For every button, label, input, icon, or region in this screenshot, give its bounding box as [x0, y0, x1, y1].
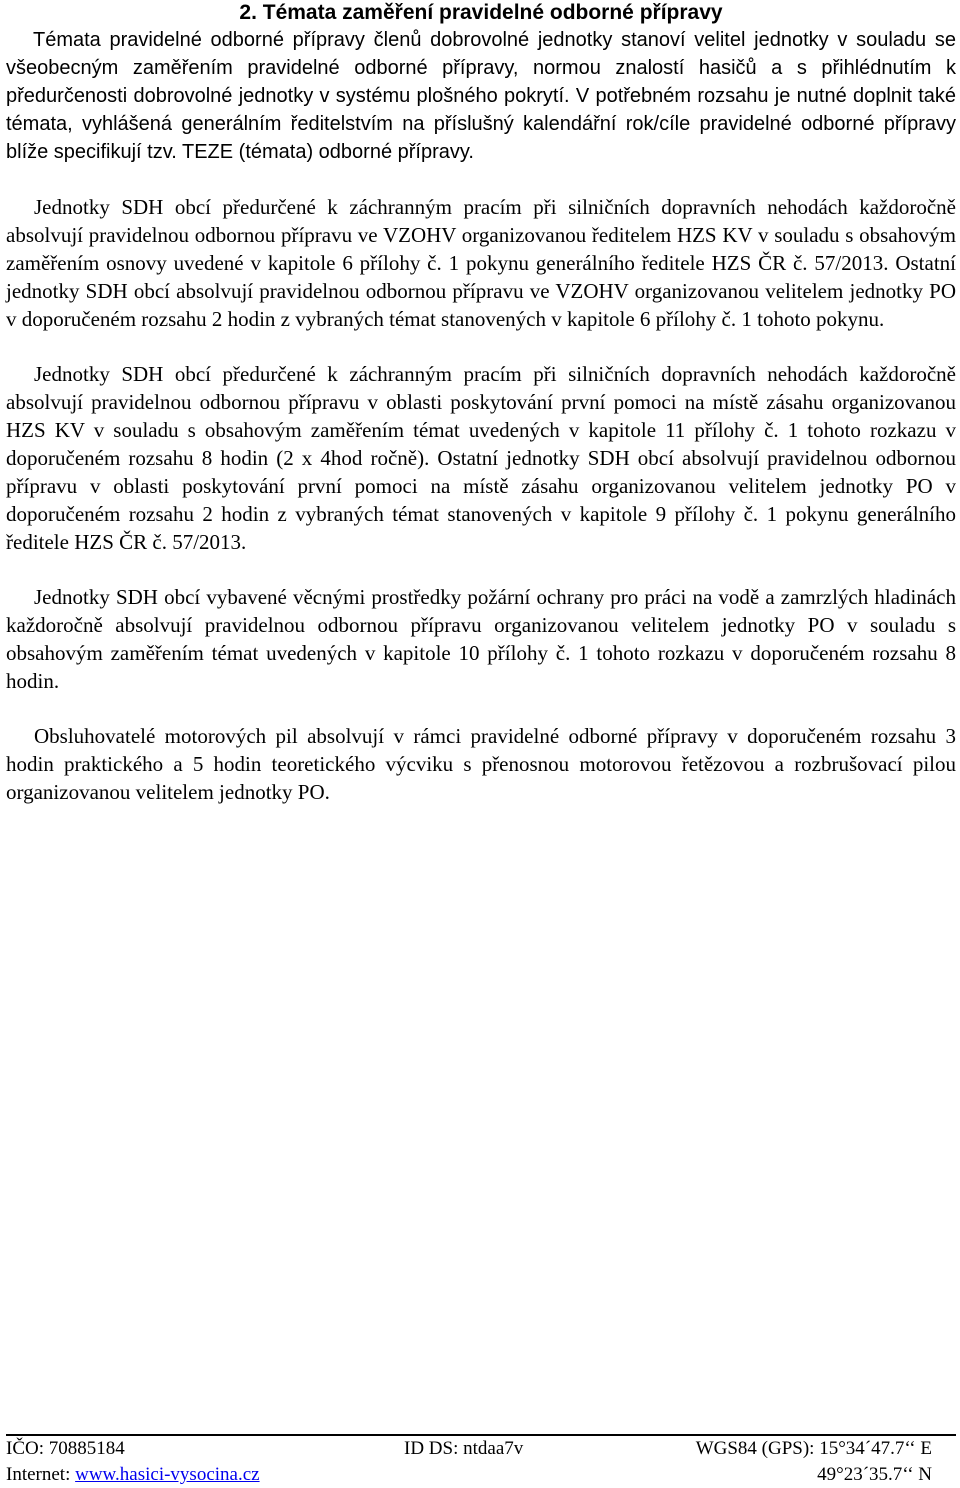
footer-internet	[6, 1462, 260, 1488]
paragraph-first-aid-training: Jednotky SDH obcí předurčené k záchranným pracím při silničních dopravních nehodách každoročně absolvují pravidelnou odbornou přípravu v oblasti poskytování první pomoci na místě zásahu organizovanou HZS KV v souladu s obsahovým zaměřením témat uvedených v kapitole 11 přílohy č. 1 tohoto rozkazu v doporučeném rozsahu 8 hodin (2 x 4hod ročně). Ostatní jednotky SDH obcí absolvují pravidelnou odbornou přípravu v oblasti poskytování první pomoci na místě zásahu organizovanou velitelem jednotky PO v doporučeném rozsahu 2 hodin z vybraných témat stanovených v kapitole 9 přílohy č. 1 pokynu generálního ředitele HZS ČR č. 57/2013.	[6, 362, 956, 554]
footer-ico: IČO: 70885184	[6, 1438, 125, 1459]
footer-id-ds: ID DS: ntdaa7v	[404, 1438, 524, 1459]
paragraph-water-rescue-training: Jednotky SDH obcí vybavené věcnými prostředky požární ochrany pro práci na vodě a zamrzlých hladinách každoročně absolvují pravidelnou odbornou přípravu organizovanou velitelem jednotky PO v souladu s obsahovým zaměřením témat uvedených v kapitole 10 přílohy č. 1 tohoto rozkazu v doporučeném rozsahu 8 hodin.	[6, 585, 956, 693]
footer-internet-label: Internet:	[6, 1464, 76, 1485]
document-page	[6, 0, 956, 806]
page-footer	[6, 1434, 956, 1488]
footer-gps-latitude: 49°23´35.7‘‘ N	[817, 1464, 932, 1485]
intro-paragraph: Témata pravidelné odborné přípravy členů dobrovolné jednotky stanoví velitel jednotky v souladu se všeobecným zaměřením pravidelné odborné přípravy, normou znalostí hasičů a s přihlédnutím k předurčenosti dobrovolné jednotky v systému plošného pokrytí. V potřebném rozsahu je nutné doplnit také témata, vyhlášená generálním ředitelstvím na příslušný kalendářní rok/cíle pravidelné odborné přípravy blíže specifikují tzv. TEZE (témata) odborné přípravy.	[6, 29, 956, 163]
footer-website-link[interactable]: www.hasici-vysocina.cz	[75, 1464, 260, 1485]
section-title: 2. Témata zaměření pravidelné odborné přípravy	[239, 1, 723, 24]
paragraph-road-accidents-training: Jednotky SDH obcí předurčené k záchranným pracím při silničních dopravních nehodách každoročně absolvují pravidelnou odbornou přípravu ve VZOHV organizovanou ředitelem HZS KV v souladu s obsahovým zaměřením osnovy uvedené v kapitole 6 přílohy č. 1 pokynu generálního ředitele HZS ČR č. 57/2013. Ostatní jednotky SDH obcí absolvují pravidelnou odbornou přípravu ve VZOHV organizovanou velitelem jednotky PO v doporučeném rozsahu 2 hodin z vybraných témat stanovených v kapitole 6 přílohy č. 1 tohoto pokynu.	[6, 195, 956, 331]
footer-row-1	[6, 1436, 956, 1462]
footer-gps-longitude: WGS84 (GPS): 15°34´47.7‘‘ E	[695, 1438, 932, 1459]
paragraph-chainsaw-training: Obsluhovatelé motorových pil absolvují v rámci pravidelné odborné přípravy v doporučeném rozsahu 3 hodin praktického a 5 hodin teoretického výcviku s přenosnou motorovou řetězovou a rozbrušovací pilou organizovanou velitelem jednotky PO.	[6, 724, 956, 804]
footer-row-2	[6, 1462, 956, 1488]
